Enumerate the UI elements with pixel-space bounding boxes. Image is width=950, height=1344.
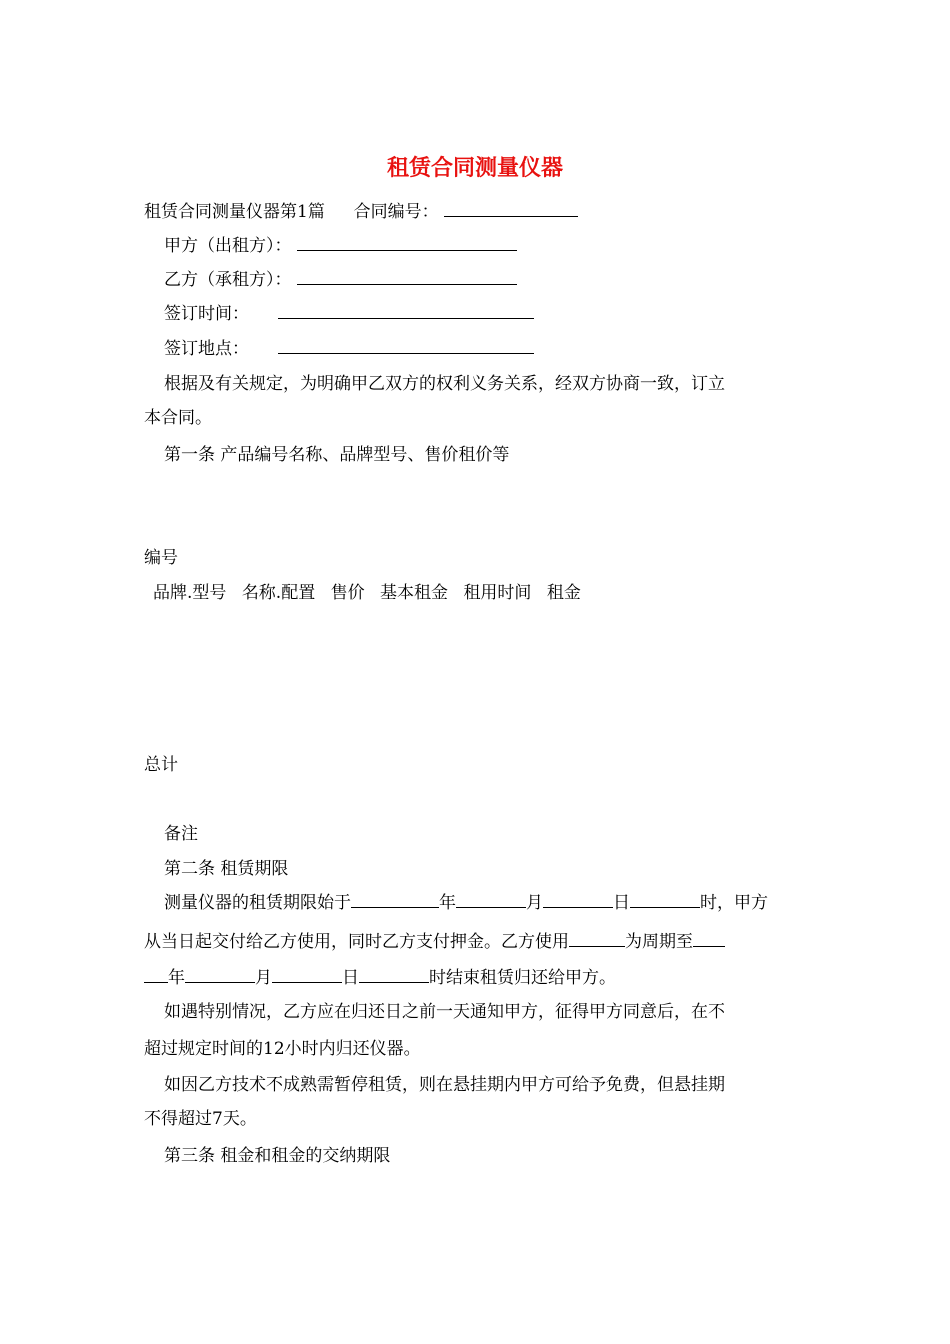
party-a-line [164,229,834,263]
label-number: 编号 [144,548,178,568]
end-month-blank [185,962,255,983]
sign-place-blank [278,333,534,354]
party-b-label: 乙方（承租方）： [164,270,292,290]
column-base-rent: 基本租金 [380,583,449,603]
sign-place-label: 签订地点： [164,339,249,359]
end-year-blank-a [693,926,725,947]
end-hour-blank [359,962,429,983]
column-rent-time: 租用时间 [463,583,532,603]
start-month-blank [456,887,526,908]
start-hour-blank [630,887,700,908]
party-b-line [164,263,834,297]
hour-label: 时，甲方 [700,893,768,913]
party-a-blank [297,230,517,251]
start-day-blank [543,887,613,908]
cycle-label: 为周期至 [625,932,693,952]
sign-time-label: 签订时间： [164,304,249,324]
end-day-label: 日 [342,968,359,988]
party-b-blank [297,264,517,285]
column-name-config: 名称.配置 [241,583,316,603]
end-text: 时结束租赁归还给甲方。 [429,968,616,988]
column-price: 售价 [330,583,365,603]
column-rent: 租金 [546,583,581,603]
month-label: 月 [526,893,543,913]
intro-line-1: 根据及有关规定，为明确甲乙双方的权利义务关系，经双方协商一致，订立 [164,374,725,394]
column-brand-model: 品牌.型号 [153,583,227,603]
period-line-3 [144,961,814,995]
sign-time-line [164,297,834,331]
end-year-label: 年 [168,968,185,988]
period-line-1 [164,886,834,920]
article-1-heading: 第一条 产品编号名称、品牌型号、售价租价等 [164,445,510,465]
table-columns-row [153,576,823,610]
end-day-blank [272,962,342,983]
article-2-heading: 第二条 租赁期限 [164,859,289,879]
cycle-blank [569,926,625,947]
period-use-text: 从当日起交付给乙方使用，同时乙方支付押金。乙方使用 [144,932,569,952]
intro-line-2: 本合同。 [144,408,212,428]
period-line-2 [144,925,814,959]
end-month-label: 月 [255,968,272,988]
end-year-blank-b [144,962,168,983]
label-remark: 备注 [164,824,198,844]
contract-number-blank [444,196,578,217]
sign-time-blank [278,298,534,319]
year-label: 年 [439,893,456,913]
suspend-line-2: 不得超过7天。 [144,1109,257,1129]
sign-place-line [164,332,834,366]
day-label: 日 [613,893,630,913]
contract-header-line [144,195,814,229]
start-year-blank [351,887,439,908]
special-line-1: 如遇特别情况，乙方应在归还日之前一天通知甲方，征得甲方同意后，在不 [164,1002,725,1022]
party-a-label: 甲方（出租方）： [164,236,292,256]
period-start-text: 测量仪器的租赁期限始于 [164,893,351,913]
header-prefix: 租赁合同测量仪器第1篇 [144,202,325,222]
document-title: 租赁合同测量仪器 [386,155,563,181]
article-3-heading: 第三条 租金和租金的交纳期限 [164,1146,391,1166]
special-line-2: 超过规定时间的12小时内归还仪器。 [144,1039,421,1059]
contract-number-label: 合同编号： [353,202,439,222]
label-total: 总计 [144,755,178,775]
suspend-line-1: 如因乙方技术不成熟需暂停租赁，则在悬挂期内甲方可给予免费，但悬挂期 [164,1075,725,1095]
